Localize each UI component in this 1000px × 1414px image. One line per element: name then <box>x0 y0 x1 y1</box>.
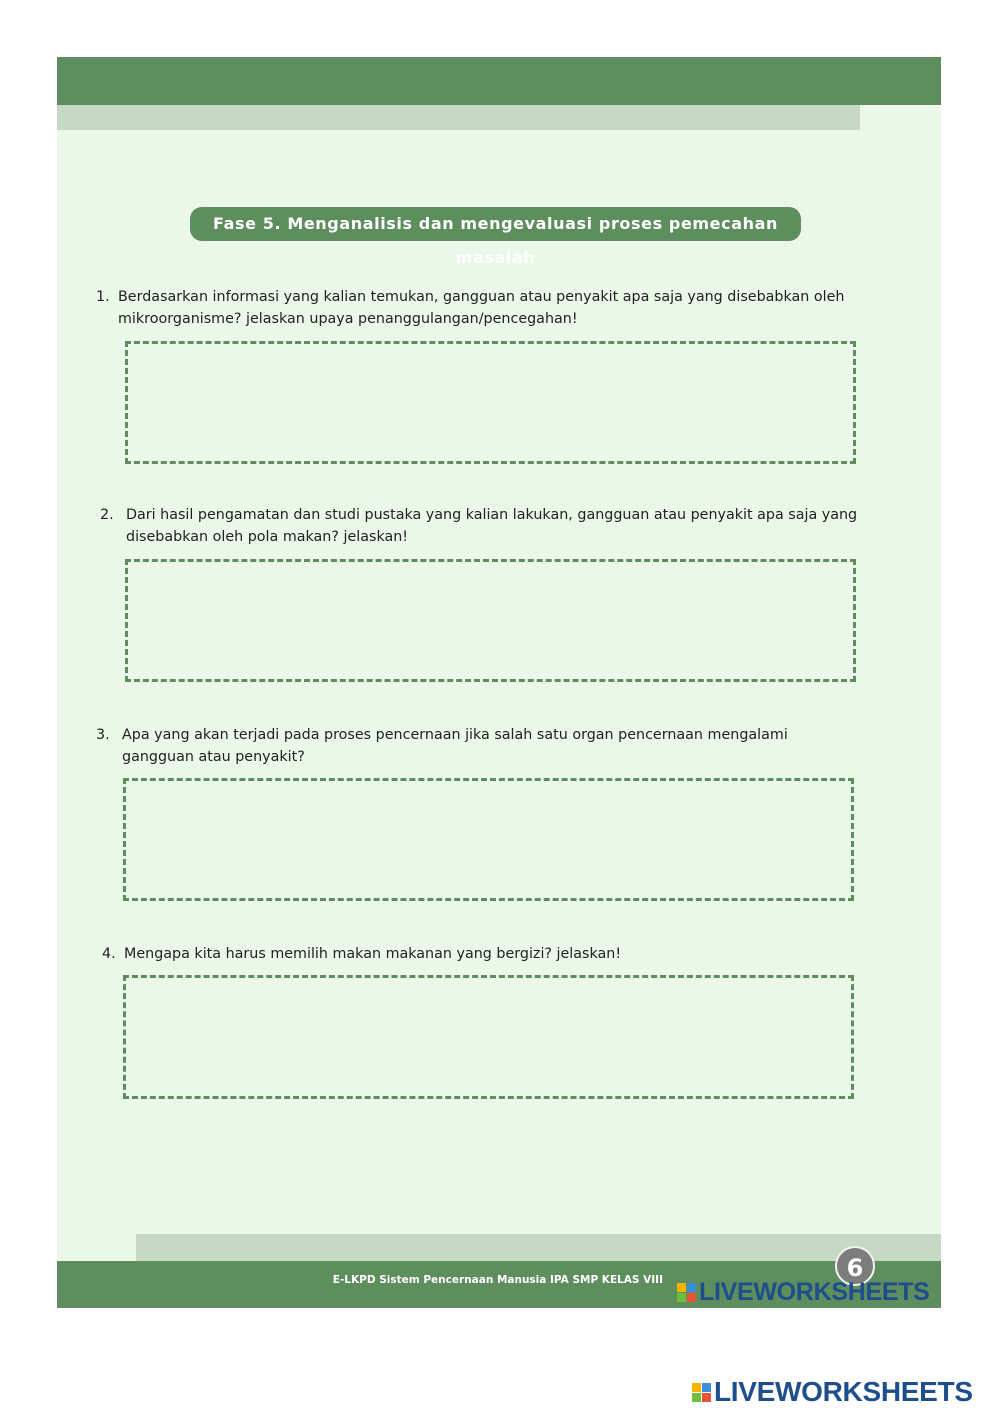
answer-box-2[interactable] <box>125 559 856 682</box>
header-strip <box>57 105 860 130</box>
logo-cell <box>687 1283 696 1292</box>
question-number: 3. <box>96 727 110 743</box>
question-text: Apa yang akan terjadi pada proses pencernaan jika salah satu organ pencernaan mengalami gangguan atau penyakit? <box>122 727 788 765</box>
logo-cell <box>692 1383 701 1392</box>
question-1 <box>96 286 856 330</box>
page-number-badge: 6 <box>835 1246 875 1286</box>
phase-title: Fase 5. Menganalisis dan mengevaluasi proses pemecahan masalah <box>190 207 801 241</box>
logo-wordmark: LIVEWORKSHEETS <box>714 1376 973 1407</box>
logo-cell <box>702 1393 711 1402</box>
answer-box-1[interactable] <box>125 341 856 464</box>
logo-cell <box>702 1383 711 1392</box>
question-text: Mengapa kita harus memilih makan makanan yang bergizi? jelaskan! <box>124 946 622 962</box>
logo-cell <box>677 1283 686 1292</box>
question-number: 2. <box>100 507 114 523</box>
question-text: Dari hasil pengamatan dan studi pustaka yang kalian lakukan, gangguan atau penyakit apa saja yang disebabkan oleh pola makan? jelaskan! <box>126 507 858 545</box>
question-number: 1. <box>96 289 110 305</box>
logo-cell <box>692 1393 701 1402</box>
question-text: Berdasarkan informasi yang kalian temukan, gangguan atau penyakit apa saja yang disebabkan oleh mikroorganisme? jelaskan upaya penanggulangan/pencegahan! <box>118 289 845 327</box>
answer-box-4[interactable] <box>123 975 854 1099</box>
question-4 <box>102 943 862 965</box>
question-2 <box>100 504 860 548</box>
question-number: 4. <box>102 946 116 962</box>
answer-box-3[interactable] <box>123 778 854 901</box>
liveworksheets-logo-inline <box>677 1278 930 1307</box>
logo-grid-icon <box>692 1383 711 1402</box>
logo-wordmark: LIVEWORKSHEETS <box>699 1278 930 1306</box>
worksheet-page <box>57 57 941 1308</box>
footer-strip <box>136 1234 941 1261</box>
logo-cell <box>687 1293 696 1302</box>
logo-grid-icon <box>677 1283 696 1302</box>
question-3 <box>96 724 856 768</box>
header-bar <box>57 57 941 105</box>
liveworksheets-logo-bottom <box>692 1376 973 1408</box>
footer-title: E-LKPD Sistem Pencernaan Manusia IPA SMP KELAS VIII <box>332 1274 663 1286</box>
logo-cell <box>677 1293 686 1302</box>
